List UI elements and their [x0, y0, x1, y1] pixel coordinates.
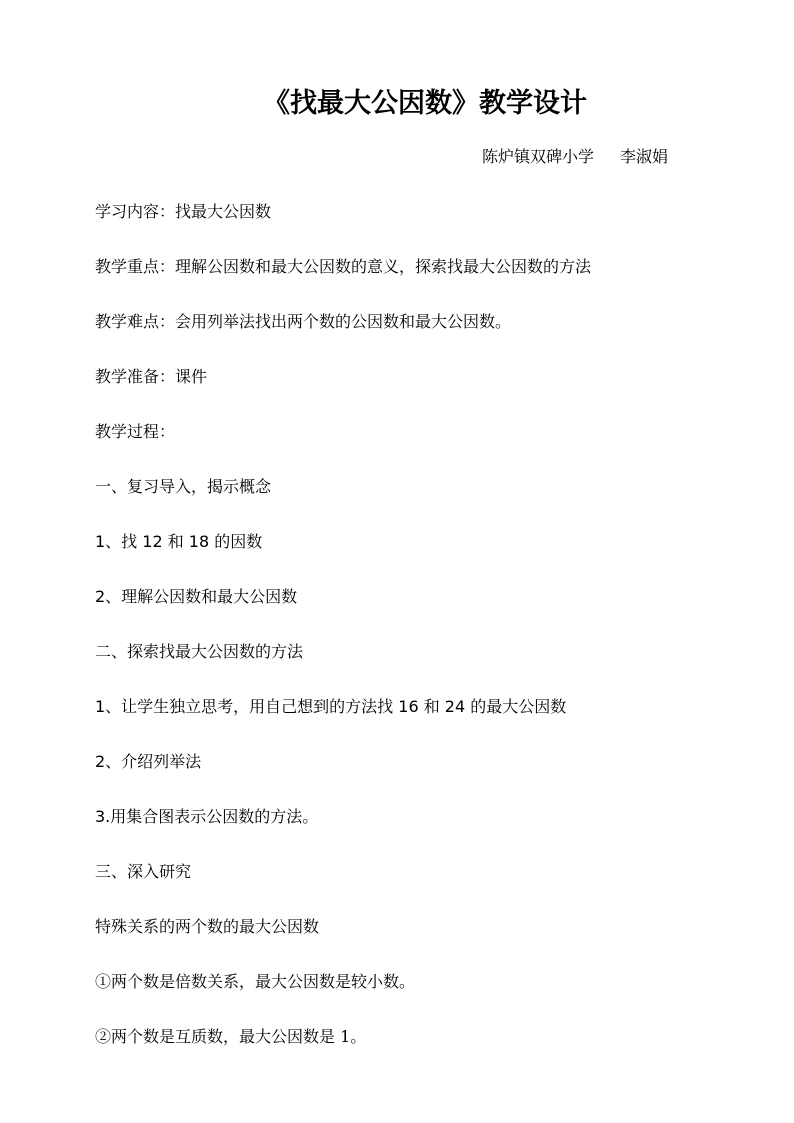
special-relation-item-2: ②两个数是互质数，最大公因数是 1。 [95, 1027, 367, 1046]
section-two-item-2: 2、介绍列举法 [95, 752, 202, 771]
special-relation-item-1: ①两个数是倍数关系，最大公因数是较小数。 [95, 972, 416, 991]
document-title [0, 84, 794, 124]
author-name: 李淑娟 [619, 147, 668, 166]
teaching-focus-line: 教学重点：理解公因数和最大公因数的意义，探索找最大公因数的方法 [95, 257, 592, 276]
school-name: 陈炉镇双碑小学 [481, 147, 594, 166]
section-two-heading: 二、探索找最大公因数的方法 [95, 642, 304, 661]
teaching-difficulty-line: 教学难点：会用列举法找出两个数的公因数和最大公因数。 [95, 312, 512, 331]
teaching-preparation-line: 教学准备：课件 [95, 367, 208, 386]
study-content-line: 学习内容：找最大公因数 [95, 202, 272, 221]
teaching-process-heading: 教学过程： [95, 422, 176, 441]
author-line [482, 144, 668, 170]
section-two-item-1: 1、让学生独立思考，用自己想到的方法找 16 和 24 的最大公因数 [95, 697, 567, 716]
section-one-item-1: 1、找 12 和 18 的因数 [95, 532, 263, 551]
document-title-text: 《找最大公因数》教学设计 [263, 88, 587, 119]
section-two-item-3: 3.用集合图表示公因数的方法。 [95, 807, 319, 826]
section-one-item-2: 2、理解公因数和最大公因数 [95, 587, 298, 606]
special-relation-heading: 特殊关系的两个数的最大公因数 [95, 917, 320, 936]
section-three-heading: 三、深入研究 [95, 862, 192, 881]
section-one-heading: 一、复习导入，揭示概念 [95, 477, 272, 496]
